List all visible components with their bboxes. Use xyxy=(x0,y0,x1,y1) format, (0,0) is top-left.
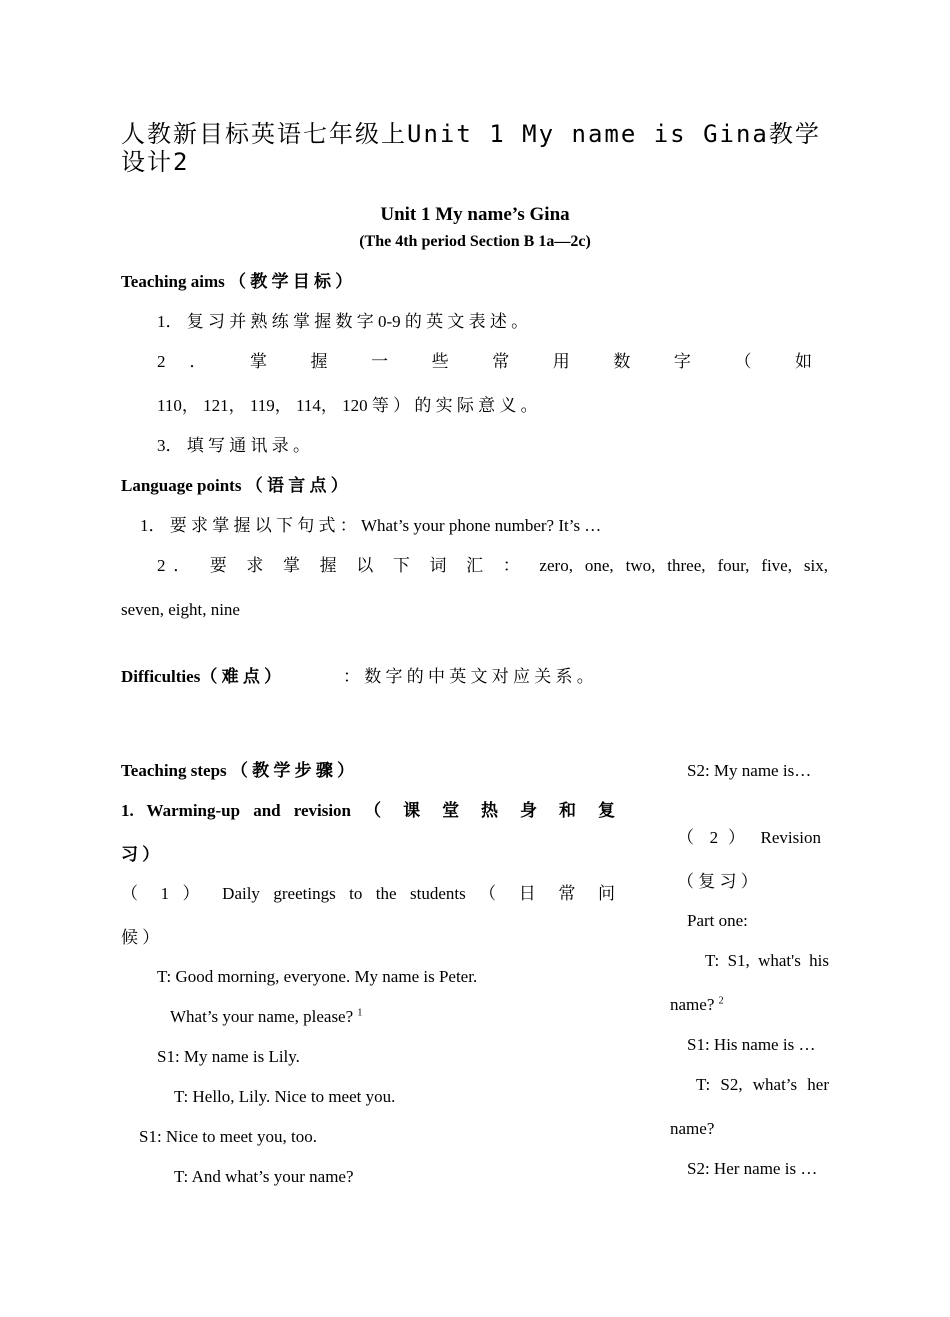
part-one-label: Part one: xyxy=(687,911,748,930)
page-title: 人教新目标英语七年级上Unit 1 My name is Gina教学设计2 xyxy=(121,120,821,176)
right-col-line-6: name? $^2$ xyxy=(670,995,724,1014)
unit-title: Unit 1 My name’s Gina xyxy=(380,204,570,225)
teaching-aims-heading: Teaching aims （ 教 学 目 标 ） xyxy=(121,272,353,291)
dialogue-line-3: S1: My name is Lily. xyxy=(157,1047,300,1066)
right-col-line-1: S2: My name is… xyxy=(687,761,812,780)
aim-item-1: 1． 复 习 并 熟 练 掌 握 数 字 0-9 的 英 文 表 述 。 xyxy=(157,312,529,331)
language-point-2-continued: seven, eight, nine xyxy=(121,600,240,619)
revision-heading-continued: （ 复 习 ） xyxy=(677,872,758,891)
footnote-mark-1: 1 xyxy=(357,1007,363,1019)
dialogue-line-1: T: Good morning, everyone. My name is Peter. xyxy=(157,967,478,986)
difficulties-text: ： 数 字 的 中 英 文 对 应 关 系 。 xyxy=(343,667,594,686)
language-point-2: 2． 要 求 掌 握 以 下 词 汇 ： zero, one, two, three, four, five, six, xyxy=(157,556,828,575)
daily-greetings: （ 1 ） Daily greetings to the students （ 日 常 问 xyxy=(121,884,615,903)
dialogue-line-5: S1: Nice to meet you, too. xyxy=(139,1127,318,1146)
right-col-line-10: S2: Her name is … xyxy=(687,1159,818,1178)
right-col-line-5: T: S1, what's his xyxy=(705,951,829,970)
warmup-heading: 1. Warming-up and revision （ 课 堂 热 身 和 复 xyxy=(121,801,615,820)
aim-item-3: 3． 填 写 通 讯 录 。 xyxy=(157,436,310,455)
daily-greetings-continued: 候 ） xyxy=(121,928,160,947)
dialogue-line-6: T: And what’s your name? xyxy=(174,1167,354,1186)
difficulties-heading: Difficulties（ 难 点 ） xyxy=(121,667,282,686)
right-col-line-8: T: S2, what’s her xyxy=(696,1075,829,1094)
language-point-1: 1． 要 求 掌 握 以 下 句 式 ： What’s your phone number? It’s … xyxy=(140,516,602,535)
warmup-heading-continued: 习 ） xyxy=(121,845,160,864)
right-col-line-7: S1: His name is … xyxy=(687,1035,816,1054)
revision-heading: （ 2 ） Revision xyxy=(677,828,821,847)
teaching-steps-heading: Teaching steps （ 教 学 步 骤 ） xyxy=(121,761,355,780)
dialogue-line-2: What’s your name, please? $^1$ xyxy=(170,1007,363,1026)
footnote-mark-2: 2 xyxy=(718,995,724,1007)
dialogue-line-4: T: Hello, Lily. Nice to meet you. xyxy=(174,1087,396,1106)
language-points-heading: Language points （ 语 言 点 ） xyxy=(121,476,348,495)
right-col-line-9: name? xyxy=(670,1119,715,1138)
aim-item-2: 2 ． 掌 握 一 些 常 用 数 字 （ 如 xyxy=(157,352,812,371)
period-subtitle: (The 4th period Section B 1a—2c) xyxy=(359,233,591,250)
aim-item-2-continued: 110， 121， 119， 114， 120 等 ） 的 实 际 意 义 。 xyxy=(157,396,538,415)
